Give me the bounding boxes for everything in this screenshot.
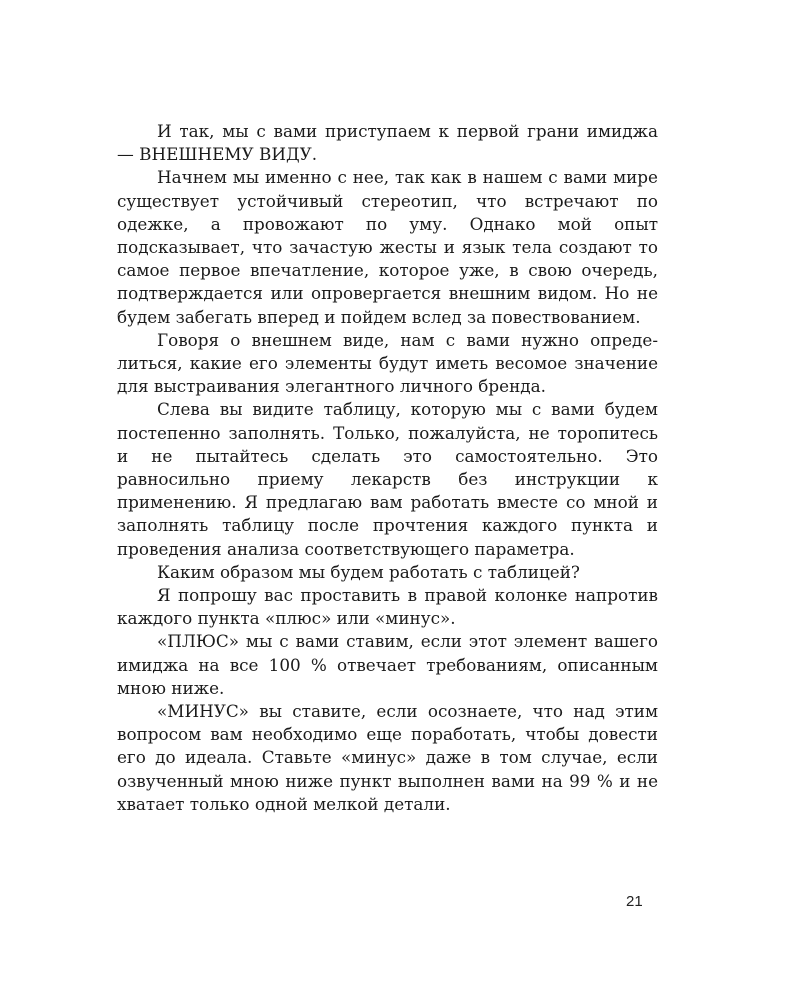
paragraph: Каким образом мы будем работать с таблицей? (157, 561, 580, 582)
paragraph: Говоря о внешнем виде, нам с вами нужно определиться, какие его элементы будут иметь весомое значение для выстраивания элегантного личного бренда. (117, 329, 658, 397)
paragraph: Начнем мы именно с нее, так как в нашем с вами мире существует устойчивый стереотип, что встречают по одежке, а провожают по уму. Однако мой опыт подсказывает, что зачастую жесты и язык тела создают то самое первое впечатление, которое уже, в свою очередь, подтверждается или опровергается внешним видом. Но не будем забегать вперед и пойдем вслед за повествованием. (117, 167, 658, 327)
paragraph: Я попрошу вас проставить в правой колонке напротив каждого пункта «плюс» или «минус». (117, 585, 658, 629)
paragraph: «МИНУС» вы ставите, если осознаете, что над этим вопросом вам необходимо еще поработать, чтобы довести его до идеала. Ставьте «минус» даже в том случае, если озвученный мною ниже пункт выполнен вами на 99 % и не хватает только одной мелкой детали. (117, 701, 658, 814)
paragraph: «ПЛЮС» мы с вами ставим, если этот элемент вашего имиджа на все 100 % отвечает требованиям, описанным мною ниже. (117, 631, 658, 698)
paragraph: И так, мы с вами приступаем к первой грани имиджа — ВНЕШНЕМУ ВИДУ. (117, 121, 658, 165)
paragraph: Слева вы видите таблицу, которую мы с вами будем постепенно заполнять. Только, пожалуйста, не торопитесь и не пытайтесь сделать это самостоятельно. Это равносильно приему лекарств без инструкции к применению. Я предлагаю вам работать вместе со мной и заполнять таблицу после прочтения каждого пункта и проведения анализа соответствующего параметра. (117, 399, 658, 559)
page-number: 21 (626, 893, 643, 910)
body-text (117, 120, 658, 816)
